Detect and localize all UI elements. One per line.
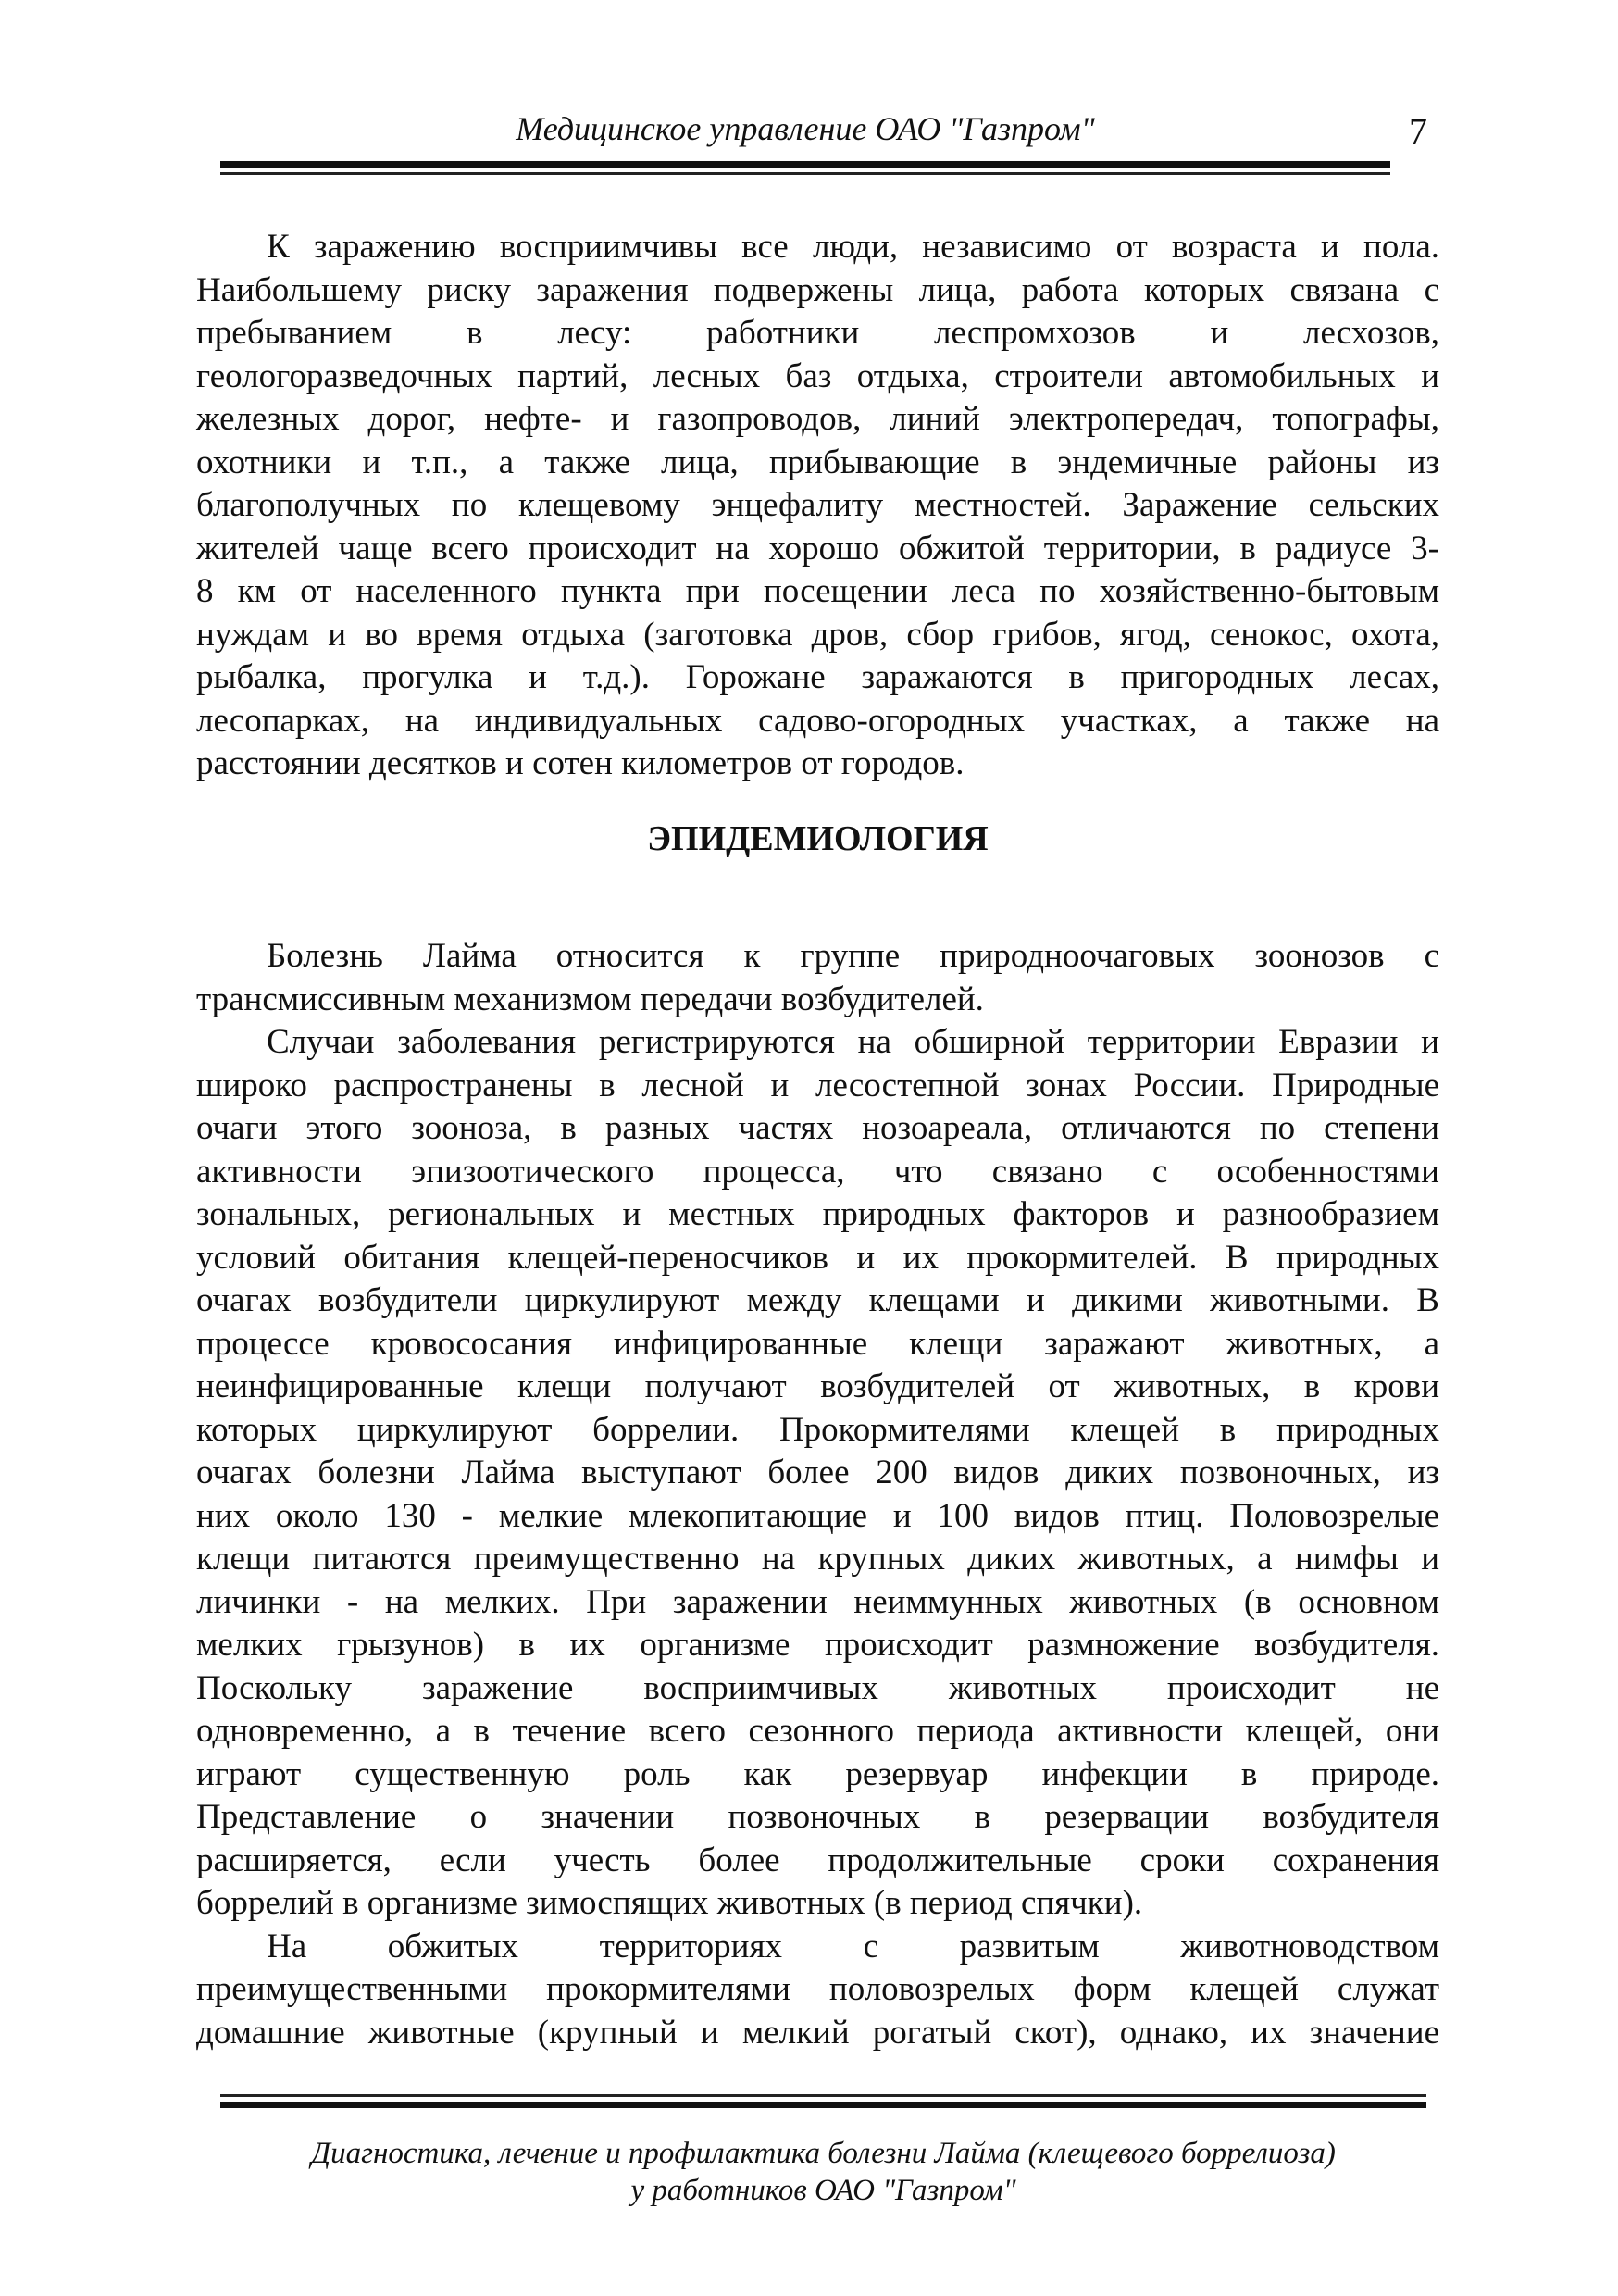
text-line: процессе кровососания инфицированные клещи заражают животных, а (196, 1324, 1439, 1363)
section-heading: ЭПИДЕМИОЛОГИЯ (647, 819, 989, 858)
text-line: охотники и т.п., а также лица, прибывающие в эндемичные районы из (196, 443, 1439, 481)
text-line: Наибольшему риску заражения подвержены лица, работа которых связана с (196, 270, 1439, 309)
header-rule (220, 161, 1390, 168)
text-line: одновременно, а в течение всего сезонного периода активности клещей, они (196, 1712, 1439, 1750)
page-number: 7 (1409, 110, 1427, 152)
text-line: железных дорог, нефте- и газопроводов, линий электропередач, топографы, (196, 400, 1439, 438)
text-line: К заражению восприимчивы все люди, независимо от возраста и пола. (267, 228, 1439, 266)
text-line: На обжитых территориях с развитым животноводством (267, 1927, 1439, 1965)
text-line: расширяется, если учесть более продолжительные сроки сохранения (196, 1841, 1439, 1879)
footer-rule (220, 2102, 1426, 2108)
text-line: Случаи заболевания регистрируются на обширной территории Евразии и (267, 1023, 1439, 1061)
text-line: нуждам и во время отдыха (заготовка дров, сбор грибов, ягод, сенокос, охота, (196, 615, 1439, 654)
paragraph (196, 1926, 1439, 2055)
text-line: очагах возбудители циркулируют между клещами и дикими животными. В (196, 1281, 1439, 1319)
text-line: играют существенную роль как резервуар инфекции в природе. (196, 1754, 1439, 1793)
text-line: расстоянии десятков и сотен километров от городов. (196, 744, 965, 782)
running-header: Медицинское управление ОАО "Газпром" (516, 110, 1095, 147)
text-line: благополучных по клещевому энцефалиту местностей. Заражение сельских (196, 486, 1439, 524)
text-line: мелких грызунов) в их организме происходит размножение возбудителя. (196, 1626, 1439, 1664)
text-line: боррелий в организме зимоспящих животных (в период спячки). (196, 1884, 1143, 1922)
text-line: 8 км от населенного пункта при посещении леса по хозяйственно-бытовым (196, 572, 1439, 610)
body-section-2 (196, 935, 1439, 2054)
text-line: Представление о значении позвоночных в резервации возбудителя (196, 1798, 1439, 1836)
text-line: рыбалка, прогулка и т.д.). Горожане заражаются в пригородных лесах, (196, 658, 1439, 696)
text-line: зональных, региональных и местных природных факторов и разнообразием (196, 1195, 1439, 1233)
text-line: Поскольку заражение восприимчивых животных происходит не (196, 1668, 1439, 1707)
text-line: геологоразведочных партий, лесных баз отдыха, строители автомобильных и (196, 356, 1439, 395)
text-line: очаги этого зооноза, в разных частях нозоареала, отличаются по степени (196, 1109, 1439, 1147)
text-line: широко распространены в лесной и лесостепной зонах России. Природные (196, 1066, 1439, 1104)
text-line: клещи питаются преимущественно на крупных диких животных, а нимфы и (196, 1540, 1439, 1578)
text-line: пребыванием в лесу: работники леспромхозов и лесхозов, (196, 314, 1439, 352)
text-line: условий обитания клещей-переносчиков и их прокормителей. В природных (196, 1238, 1439, 1277)
paragraph (196, 935, 1439, 1021)
running-footer-line-2: у работников ОАО "Газпром" (630, 2174, 1016, 2207)
text-line: преимущественными прокормителями половозрелых форм клещей служат (196, 1970, 1439, 2008)
text-line: трансмиссивным механизмом передачи возбудителей. (196, 980, 984, 1018)
text-line: жителей чаще всего происходит на хорошо обжитой территории, в радиусе 3- (196, 529, 1439, 568)
header-rule-thin (220, 172, 1390, 175)
text-line: очагах болезни Лайма выступают более 200 видов диких позвоночных, из (196, 1454, 1439, 1491)
body-section-1 (196, 226, 1439, 786)
text-line: неинфицированные клещи получают возбудителей от животных, в крови (196, 1367, 1439, 1405)
text-line: активности эпизоотического процесса, что связано с особенностями (196, 1152, 1439, 1191)
text-line: которых циркулируют боррелии. Прокормителями клещей в природных (196, 1410, 1439, 1449)
text-line: домашние животные (крупный и мелкий рогатый скот), однако, их значение (196, 2013, 1439, 2052)
footer-rule-thin (220, 2094, 1426, 2097)
running-footer-line-1: Диагностика, лечение и профилактика болезни Лайма (клещевого боррелиоза) (311, 2137, 1336, 2170)
paragraph (196, 226, 1439, 786)
text-line: лесопарках, на индивидуальных садово-огородных участках, а также на (196, 701, 1439, 740)
text-line: них около 130 - мелкие млекопитающие и 100 видов птиц. Половозрелые (196, 1496, 1439, 1535)
text-line: личинки - на мелких. При заражении неиммунных животных (в основном (196, 1582, 1439, 1621)
text-line: Болезнь Лайма относится к группе природноочаговых зоонозов с (267, 937, 1439, 975)
paragraph (196, 1021, 1439, 1926)
